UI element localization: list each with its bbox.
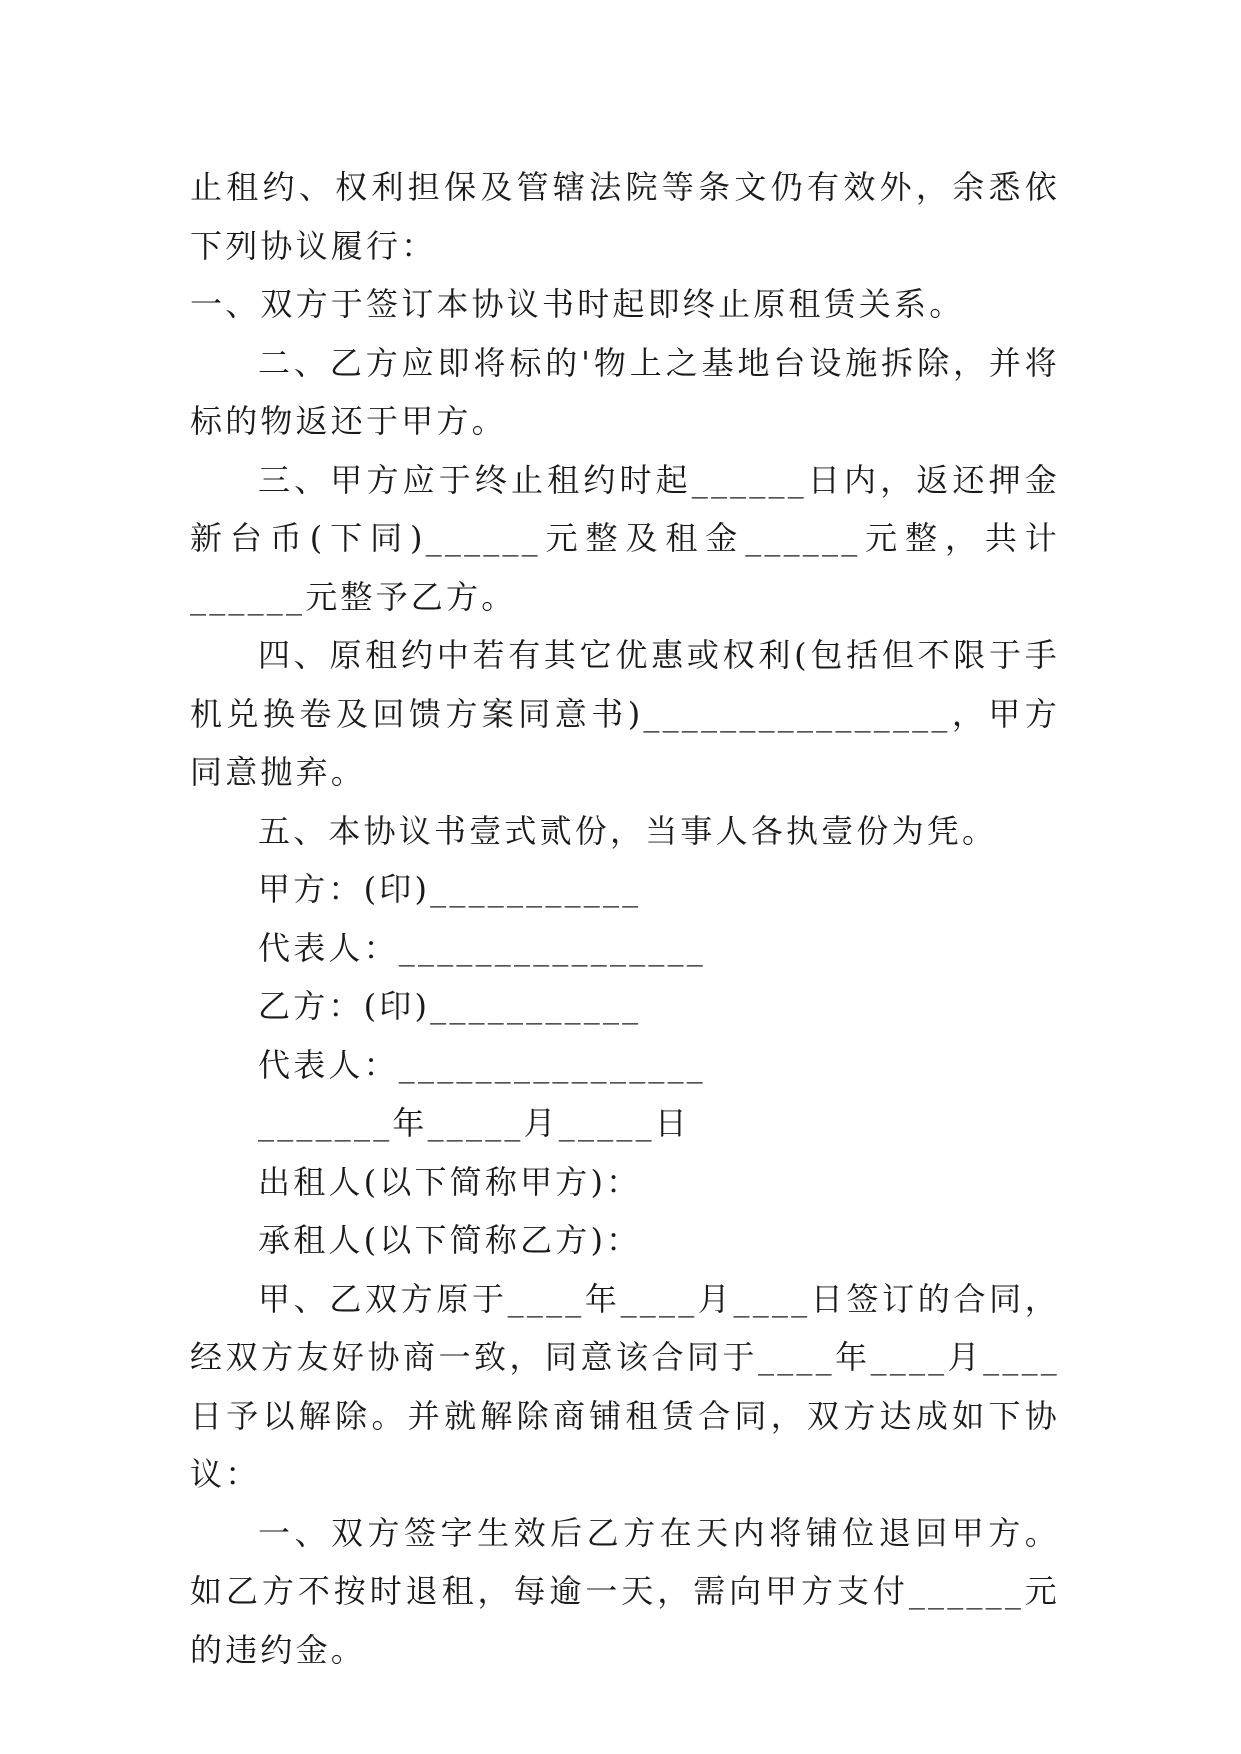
signature-party-b: 乙方：(印)___________ [258,987,642,1025]
signature-representative-b: 代表人：________________ [258,1045,707,1084]
clause-2-return: 二、乙方应即将标的'物上之基地台设施拆除，并将标的物返还于甲方。 [190,343,1060,440]
lessor-label: 出租人(以下简称甲方)： [258,1162,642,1201]
agreement-intro: 甲、乙双方原于____年____月____日签订的合同，经双方友好协商一致，同意该合同于____年____月____日予以解除。并就解除商铺租赁合同，双方达成如下协议： [190,1279,1060,1493]
agreement-clause-1: 一、双方签字生效后乙方在天内将铺位退回甲方。如乙方不按时退租，每逾一天，需向甲方支付______元的违约金。 [190,1513,1060,1669]
signature-representative-a: 代表人：________________ [258,928,707,967]
clause-4-waiver: 四、原租约中若有其它优惠或权利(包括但不限于手机兑换卷及回馈方案同意书)________________，甲方同意抛弃。 [190,636,1060,791]
clause-1-terminate: 一、双方于签订本协议书时起即终止原租赁关系。 [190,285,965,323]
lessee-label: 承租人(以下简称乙方)： [258,1221,642,1259]
signature-party-a: 甲方：(印)___________ [258,870,642,908]
clause-5-copies: 五、本协议书壹式贰份，当事人各执壹份为凭。 [258,811,998,850]
document-page [190,158,1060,1679]
clause-3-deposit: 三、甲方应于终止租约时起______日内，返还押金新台币(下同)______元整及租金______元整，共计______元整予乙方。 [190,460,1060,616]
signature-date: _______年_____月_____日 [258,1104,691,1142]
paragraph-continuation: 止租约、权利担保及管辖法院等条文仍有效外，余悉依下列协议履行： [190,168,1060,265]
